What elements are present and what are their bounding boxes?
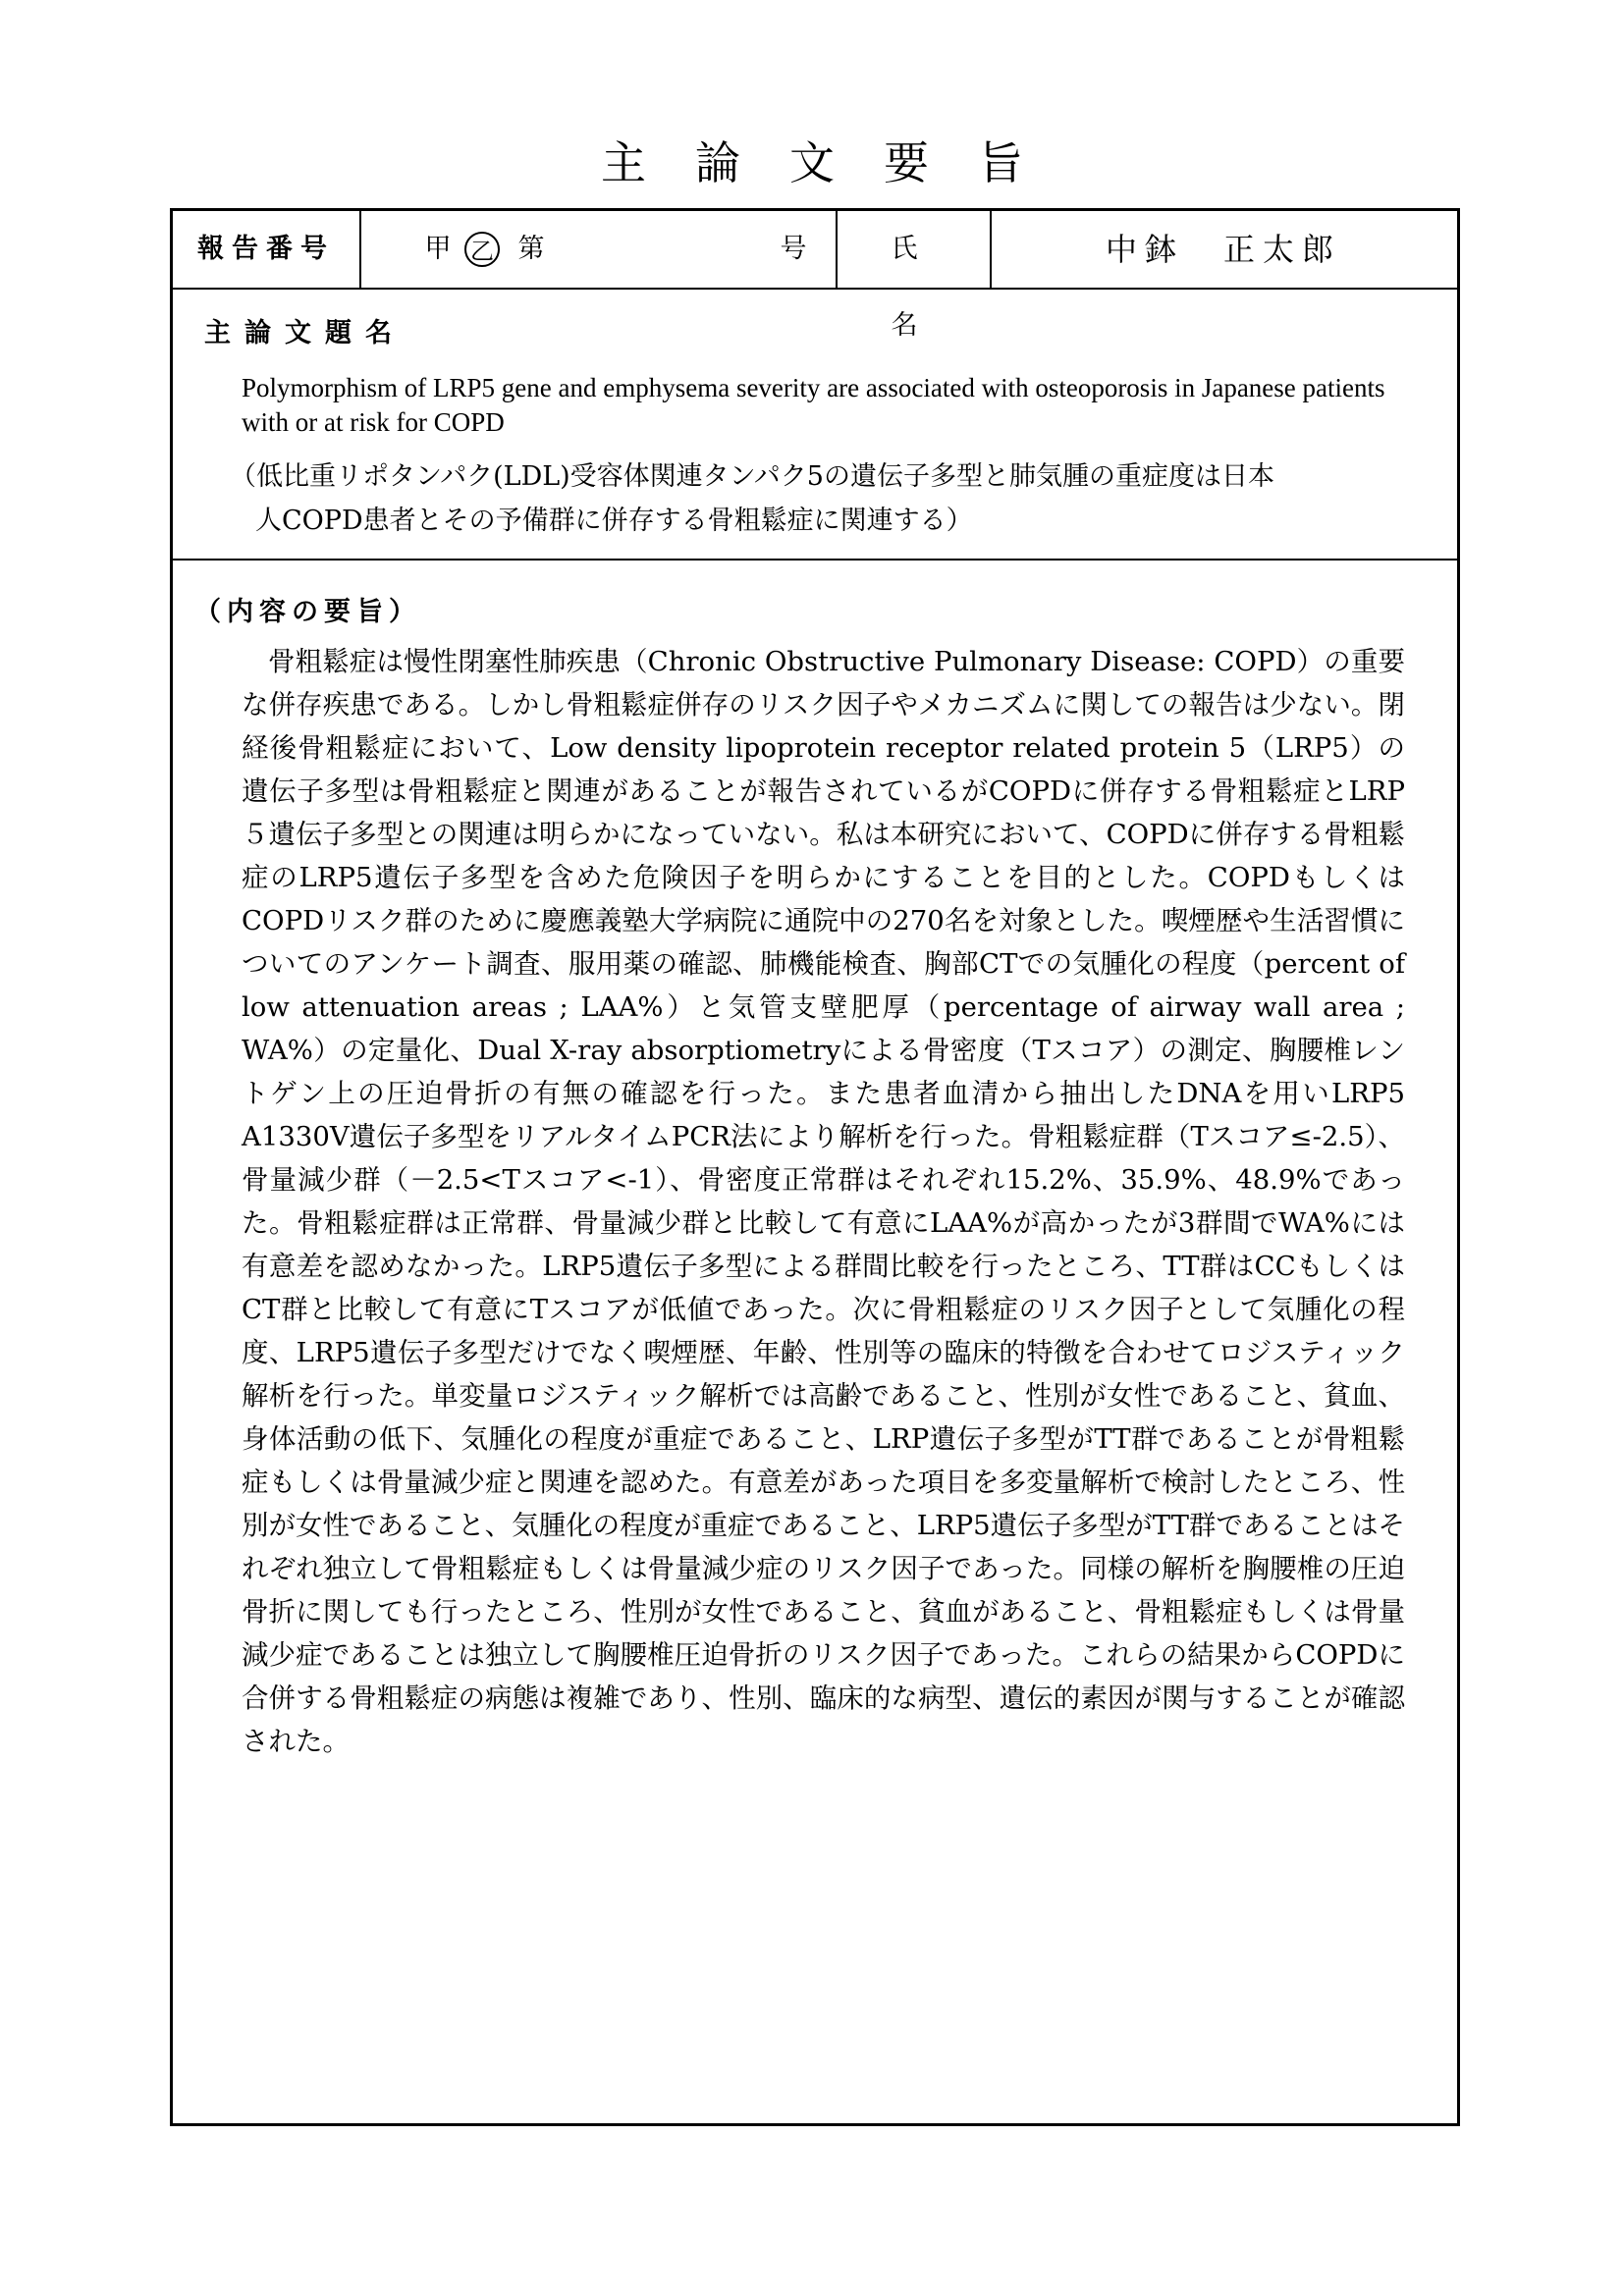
dai-label: 第 xyxy=(517,234,545,264)
otsu-circled-label: 乙 xyxy=(464,232,500,267)
divider xyxy=(836,211,838,288)
kou-label: 甲 xyxy=(424,234,452,264)
thesis-title-japanese-line2: 人COPD患者とその予備群に併存する骨粗鬆症に関連する） xyxy=(255,506,973,536)
author-name: 中鉢 正太郎 xyxy=(1105,231,1341,268)
thesis-title-japanese xyxy=(230,454,1408,543)
thesis-title-japanese-line1: （低比重リポタンパク(LDL)受容体関連タンパク5の遺伝子多型と肺気腫の重症度は日本 xyxy=(230,461,1274,492)
divider xyxy=(359,211,361,288)
summary-body: 骨粗鬆症は慢性閉塞性肺疾患（Chronic Obstructive Pulmonary Disease: COPD）の重要な併存疾患である。しかし骨粗鬆症併存のリスク因子やメカニズムに関しての報告は少ない。閉経後骨粗鬆症において、Low density lipoprotein receptor related protein 5（LRP5）の遺伝子多型は骨粗鬆症と関連があることが報告されているがCOPDに併存する骨粗鬆症とLRP５遺伝子多型との関連は明らかになっていない。私は本研究において、COPDに併存する骨粗鬆症のLRP5遺伝子多型を含めた危険因子を明らかにすることを目的とした。COPDもしくはCOPDリスク群のために慶應義塾大学病院に通院中の270名を対象とした。喫煙歴や生活習慣についてのアンケート調査、服用薬の確認、肺機能検査、胸部CTでの気腫化の程度（percent of low attenuation areas ; LAA%）と気管支壁肥厚（percentage of airway wall area ; WA%）の定量化、Dual X-ray absorptiometryによる骨密度（Tスコア）の測定、胸腰椎レントゲン上の圧迫骨折の有無の確認を行った。また患者血清から抽出したDNAを用いLRP5 A1330V遺伝子多型をリアルタイムPCR法により解析を行った。骨粗鬆症群（Tスコア≤-2.5）、骨量減少群（－2.5<Tスコア<-1）、骨密度正常群はそれぞれ15.2%、35.9%、48.9%であった。骨粗鬆症群は正常群、骨量減少群と比較して有意にLAA%が高かったが3群間でWA%には有意差を認めなかった。LRP5遺伝子多型による群間比較を行ったところ、TT群はCCもしくはCT群と比較して有意にTスコアが低値であった。次に骨粗鬆症のリスク因子として気腫化の程度、LRP5遺伝子多型だけでなく喫煙歴、年齢、性別等の臨床的特徴を合わせてロジスティック解析を行った。単変量ロジスティック解析では高齢であること、性別が女性であること、貧血、身体活動の低下、気腫化の程度が重症であること、LRP遺伝子多型がTT群であることが骨粗鬆症もしくは骨量減少症と関連を認めた。有意差があった項目を多変量解析で検討したところ、性別が女性であること、気腫化の程度が重症であること、LRP5遺伝子多型がTT群であることはそれぞれ独立して骨粗鬆症もしくは骨量減少症のリスク因子であった。同様の解析を胸腰椎の圧迫骨折に関しても行ったところ、性別が女性であること、貧血があること、骨粗鬆症もしくは骨量減少症であることは独立して胸腰椎圧迫骨折のリスク因子であった。これらの結果からCOPDに合併する骨粗鬆症の病態は複雑であり、性別、臨床的な病型、遺伝的素因が関与することが確認された。 xyxy=(242,646,1405,1757)
name-label: 氏名 xyxy=(891,234,947,341)
summary-label: （内容の要旨） xyxy=(194,597,421,627)
thesis-title-label: 主論文題名 xyxy=(204,318,406,348)
report-number-label: 報告番号 xyxy=(197,234,335,264)
thesis-title-section xyxy=(173,290,1457,561)
page-title: 主論文要旨 xyxy=(601,136,1072,189)
thesis-title-english: Polymorphism of LRP5 gene and emphysema severity are associated with osteoporosis in Japanese patients with or at risk for COPD xyxy=(242,373,1385,437)
form-frame xyxy=(170,208,1460,2126)
gou-label: 号 xyxy=(780,234,807,264)
